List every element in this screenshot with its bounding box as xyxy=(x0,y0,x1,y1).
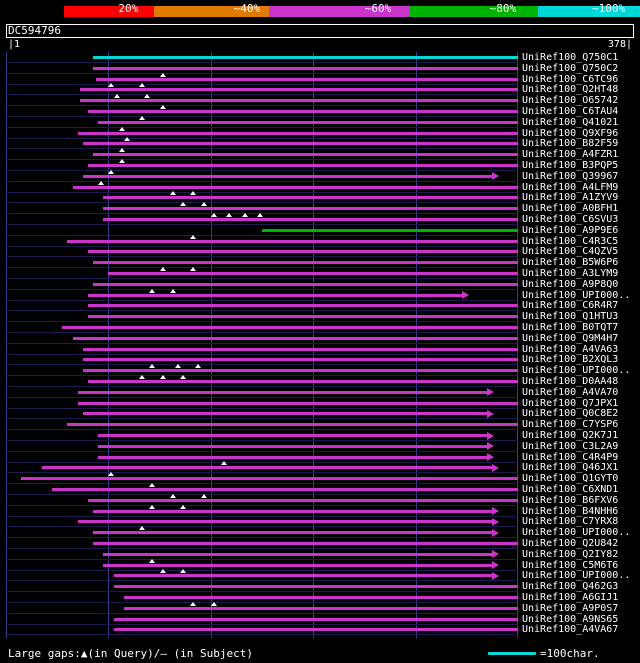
hit-label[interactable]: UniRef100_A4VA63 xyxy=(522,343,619,355)
legend-segment xyxy=(64,6,154,17)
hit-label[interactable]: UniRef100_UPI000.. xyxy=(522,289,631,301)
row-separator xyxy=(6,192,518,193)
hit-label[interactable]: UniRef100_Q2K7J1 xyxy=(522,430,619,441)
query-gap-triangle-icon xyxy=(175,364,181,368)
row-separator xyxy=(6,505,518,506)
hit-bar[interactable] xyxy=(83,412,487,415)
hit-label[interactable]: UniRef100_A9NS65 xyxy=(522,613,619,625)
hit-label[interactable]: UniRef100_Q41021 xyxy=(522,116,619,128)
hit-labels xyxy=(522,52,640,638)
grid-line xyxy=(517,52,518,638)
query-gap-triangle-icon xyxy=(190,235,196,239)
hit-label[interactable]: UniRef100_Q462G3 xyxy=(522,581,619,593)
hit-bar[interactable] xyxy=(93,542,518,545)
hit-label[interactable]: UniRef100_Q39967 xyxy=(522,170,619,182)
hit-bar[interactable] xyxy=(114,628,518,631)
hit-label[interactable]: UniRef100_C7YSP6 xyxy=(522,419,619,431)
hit-arrow-icon xyxy=(462,291,469,299)
hit-arrow-icon xyxy=(492,464,499,472)
hit-bar[interactable] xyxy=(103,564,492,567)
row-separator xyxy=(6,613,518,614)
hit-bar[interactable] xyxy=(108,272,518,275)
ruler-end-label: 378| xyxy=(607,39,632,50)
hit-bar[interactable] xyxy=(52,488,518,491)
query-gap-triangle-icon xyxy=(160,73,166,77)
row-separator xyxy=(6,224,518,225)
hit-bar[interactable] xyxy=(98,456,487,459)
row-separator xyxy=(6,418,518,419)
hit-bar[interactable] xyxy=(88,250,518,253)
row-separator xyxy=(6,310,518,311)
hit-bar[interactable] xyxy=(67,423,518,426)
query-gap-triangle-icon xyxy=(160,375,166,379)
query-gap-triangle-icon xyxy=(257,213,263,217)
hit-label[interactable]: UniRef100_A4VA67 xyxy=(522,624,619,636)
hit-bar[interactable] xyxy=(83,142,518,145)
hit-label[interactable]: UniRef100_A4VA70 xyxy=(522,386,619,398)
hit-bar[interactable] xyxy=(93,153,518,156)
hit-label[interactable]: UniRef100_B5W6P6 xyxy=(522,257,619,269)
row-separator xyxy=(6,483,518,484)
hit-bar[interactable] xyxy=(114,585,518,588)
hit-label[interactable]: UniRef100_A9P0S7 xyxy=(522,602,619,614)
hit-label[interactable]: UniRef100_B6FXV6 xyxy=(522,494,619,506)
query-gap-triangle-icon xyxy=(170,494,176,498)
hit-label[interactable]: UniRef100_Q1GYT0 xyxy=(522,473,619,485)
row-separator xyxy=(6,559,518,560)
row-separator xyxy=(6,181,518,182)
query-gap-triangle-icon xyxy=(108,83,114,87)
row-separator xyxy=(6,408,518,409)
row-separator xyxy=(6,84,518,85)
hit-label[interactable]: UniRef100_A1ZYV9 xyxy=(522,192,619,204)
hits-plot xyxy=(6,52,518,638)
hit-bar[interactable] xyxy=(124,607,518,610)
query-gap-triangle-icon xyxy=(180,202,186,206)
row-separator xyxy=(6,516,518,517)
scale-ruler-bar xyxy=(488,652,536,655)
hit-bar[interactable] xyxy=(93,67,518,70)
hit-label[interactable]: UniRef100_UPI000.. xyxy=(522,365,631,377)
row-separator xyxy=(6,364,518,365)
row-separator xyxy=(6,148,518,149)
row-separator xyxy=(6,494,518,495)
hit-bar[interactable] xyxy=(93,261,518,264)
hit-bar[interactable] xyxy=(103,553,492,556)
hit-bar[interactable] xyxy=(262,229,518,232)
hit-bar[interactable] xyxy=(98,434,487,437)
row-separator xyxy=(6,580,518,581)
query-gap-triangle-icon xyxy=(221,461,227,465)
query-gap-triangle-icon xyxy=(211,213,217,217)
query-gap-triangle-icon xyxy=(139,526,145,530)
row-separator xyxy=(6,440,518,441)
hit-bar[interactable] xyxy=(78,520,493,523)
hit-bar[interactable] xyxy=(78,402,518,405)
row-separator xyxy=(6,278,518,279)
query-gap-triangle-icon xyxy=(149,505,155,509)
hit-bar[interactable] xyxy=(88,315,518,318)
hit-label[interactable]: UniRef100_Q9M4H7 xyxy=(522,332,619,344)
row-separator xyxy=(6,354,518,355)
hit-bar[interactable] xyxy=(80,88,518,91)
query-gap-triangle-icon xyxy=(190,602,196,606)
grid-line xyxy=(313,52,314,638)
hit-bar[interactable] xyxy=(103,196,518,199)
legend-label: ~40% xyxy=(233,2,261,15)
hit-bar[interactable] xyxy=(78,132,518,135)
row-separator xyxy=(6,472,518,473)
query-gap-triangle-icon xyxy=(108,472,114,476)
row-separator xyxy=(6,548,518,549)
hit-label[interactable]: UniRef100_C4QZV5 xyxy=(522,246,619,258)
query-gap-triangle-icon xyxy=(190,267,196,271)
query-ruler xyxy=(6,39,634,51)
query-gap-triangle-icon xyxy=(170,191,176,195)
row-separator xyxy=(6,235,518,236)
query-gap-triangle-icon xyxy=(160,267,166,271)
hit-label[interactable]: UniRef100_UPI000.. xyxy=(522,570,631,582)
query-gap-triangle-icon xyxy=(119,127,125,131)
hit-label[interactable]: UniRef100_C4R3C5 xyxy=(522,235,619,247)
row-separator xyxy=(6,105,518,106)
hit-bar[interactable] xyxy=(98,121,518,124)
ruler-start-label: |1 xyxy=(8,39,21,50)
query-gap-triangle-icon xyxy=(180,569,186,573)
hit-bar[interactable] xyxy=(83,358,518,361)
query-gap-triangle-icon xyxy=(149,483,155,487)
hit-bar[interactable] xyxy=(96,78,518,81)
hit-bar[interactable] xyxy=(103,207,518,210)
query-gap-triangle-icon xyxy=(160,569,166,573)
hit-label[interactable]: UniRef100_C6R4R7 xyxy=(522,300,619,312)
hit-arrow-icon xyxy=(492,550,499,558)
row-separator xyxy=(6,73,518,74)
query-gap-triangle-icon xyxy=(139,116,145,120)
row-separator xyxy=(6,127,518,128)
row-separator xyxy=(6,202,518,203)
hit-bar[interactable] xyxy=(80,99,518,102)
hit-label[interactable]: UniRef100_C7YRX8 xyxy=(522,516,619,528)
hit-label[interactable]: UniRef100_C3L2A9 xyxy=(522,440,619,452)
row-separator xyxy=(6,116,518,117)
hit-label[interactable]: UniRef100_D0AA48 xyxy=(522,376,619,387)
row-separator xyxy=(6,386,518,387)
hit-arrow-icon xyxy=(492,529,499,537)
hit-label[interactable]: UniRef100_C6XND1 xyxy=(522,484,619,495)
hit-label[interactable]: UniRef100_A4LFM9 xyxy=(522,181,619,193)
hit-label[interactable]: UniRef100_Q0C8E2 xyxy=(522,408,619,420)
legend-label: ~60% xyxy=(364,2,392,15)
row-separator xyxy=(6,159,518,160)
row-separator xyxy=(6,246,518,247)
hit-label[interactable]: UniRef100_Q750C2 xyxy=(522,62,619,74)
hit-bar[interactable] xyxy=(114,574,493,577)
row-separator xyxy=(6,138,518,139)
row-separator xyxy=(6,375,518,376)
query-gap-triangle-icon xyxy=(139,83,145,87)
query-gap-triangle-icon xyxy=(119,159,125,163)
hit-arrow-icon xyxy=(487,388,494,396)
query-gap-triangle-icon xyxy=(201,494,207,498)
row-separator xyxy=(6,537,518,538)
query-gap-triangle-icon xyxy=(149,364,155,368)
query-gap-triangle-icon xyxy=(160,105,166,109)
row-separator xyxy=(6,602,518,603)
legend-label: ~100% xyxy=(592,2,626,15)
hit-bar[interactable] xyxy=(83,369,518,372)
hit-arrow-icon xyxy=(492,507,499,515)
query-gap-triangle-icon xyxy=(149,559,155,563)
query-gap-triangle-icon xyxy=(170,289,176,293)
query-gap-triangle-icon xyxy=(195,364,201,368)
grid-line xyxy=(6,52,7,638)
row-separator xyxy=(6,300,518,301)
hit-bar[interactable] xyxy=(93,510,492,513)
query-gap-triangle-icon xyxy=(114,94,120,98)
hit-label[interactable]: UniRef100_Q46JX1 xyxy=(522,462,619,474)
hit-bar[interactable] xyxy=(67,240,518,243)
hit-label[interactable]: UniRef100_A6GIJ1 xyxy=(522,592,619,603)
row-separator xyxy=(6,634,518,635)
identity-legend xyxy=(0,0,640,22)
hit-bar[interactable] xyxy=(73,337,518,340)
row-separator xyxy=(6,321,518,322)
hit-label[interactable]: UniRef100_B3PQP5 xyxy=(522,160,619,171)
hit-label[interactable]: UniRef100_A9P9E6 xyxy=(522,224,619,236)
hit-label[interactable]: UniRef100_A0BFH1 xyxy=(522,203,619,215)
hit-label[interactable]: UniRef100_A3LYM9 xyxy=(522,268,619,279)
grid-line xyxy=(211,52,212,638)
row-separator xyxy=(6,343,518,344)
hit-bar[interactable] xyxy=(73,186,518,189)
query-bar xyxy=(6,24,634,38)
hit-arrow-icon xyxy=(487,453,494,461)
hit-label[interactable]: UniRef100_A4FZR1 xyxy=(522,149,619,161)
row-separator xyxy=(6,256,518,257)
hit-bar[interactable] xyxy=(98,445,487,448)
query-gap-triangle-icon xyxy=(190,191,196,195)
query-gap-triangle-icon xyxy=(180,505,186,509)
hit-label[interactable]: UniRef100_Q1HTU3 xyxy=(522,311,619,323)
query-gap-triangle-icon xyxy=(139,375,145,379)
hit-label[interactable]: UniRef100_Q9XF96 xyxy=(522,127,619,139)
query-gap-triangle-icon xyxy=(226,213,232,217)
legend-segment xyxy=(410,6,538,17)
row-separator xyxy=(6,397,518,398)
legend-label: 20% xyxy=(118,2,139,15)
hit-bar[interactable] xyxy=(83,348,518,351)
hit-label[interactable]: UniRef100_B2XQL3 xyxy=(522,354,619,366)
hit-label[interactable]: UniRef100_Q2HT48 xyxy=(522,84,619,96)
hit-bar[interactable] xyxy=(78,391,488,394)
row-separator xyxy=(6,267,518,268)
query-gap-triangle-icon xyxy=(108,170,114,174)
hit-label[interactable]: UniRef100_B0TQT7 xyxy=(522,322,619,333)
query-gap-triangle-icon xyxy=(201,202,207,206)
query-gap-triangle-icon xyxy=(119,148,125,152)
query-gap-triangle-icon xyxy=(144,94,150,98)
hit-label[interactable]: UniRef100_A9P8Q0 xyxy=(522,278,619,290)
hit-bar[interactable] xyxy=(103,218,518,221)
hit-arrow-icon xyxy=(492,572,499,580)
row-separator xyxy=(6,170,518,171)
scale-ruler-label: =100char. xyxy=(540,647,600,660)
row-separator xyxy=(6,429,518,430)
query-gap-triangle-icon xyxy=(242,213,248,217)
hit-bar[interactable] xyxy=(42,466,493,469)
query-gap-triangle-icon xyxy=(124,137,130,141)
hit-bar[interactable] xyxy=(93,531,492,534)
grid-line xyxy=(416,52,417,638)
hit-arrow-icon xyxy=(487,432,494,440)
hit-bar[interactable] xyxy=(114,618,518,621)
hit-label[interactable]: UniRef100_Q750C1 xyxy=(522,52,619,63)
hit-bar[interactable] xyxy=(88,380,518,383)
hit-label[interactable]: UniRef100_B82F59 xyxy=(522,138,619,150)
hit-label[interactable]: UniRef100_C6SVU3 xyxy=(522,214,619,225)
row-separator xyxy=(6,94,518,95)
gap-legend-text: Large gaps:▲(in Query)/– (in Subject) xyxy=(8,647,254,660)
hit-bar[interactable] xyxy=(88,304,518,307)
row-separator xyxy=(6,570,518,571)
hit-bar[interactable] xyxy=(21,477,518,480)
query-gap-triangle-icon xyxy=(180,375,186,379)
hit-label[interactable]: UniRef100_Q7JPX1 xyxy=(522,397,619,409)
hit-arrow-icon xyxy=(492,172,499,180)
hit-bar[interactable] xyxy=(62,326,518,329)
hit-label[interactable]: UniRef100_Q2U842 xyxy=(522,538,619,549)
hit-arrow-icon xyxy=(487,442,494,450)
hit-arrow-icon xyxy=(492,561,499,569)
row-separator xyxy=(6,591,518,592)
row-separator xyxy=(6,526,518,527)
hit-bar[interactable] xyxy=(83,175,493,178)
hit-label[interactable]: UniRef100_B4NHH6 xyxy=(522,505,619,517)
hit-label[interactable]: UniRef100_C6TC96 xyxy=(522,73,619,85)
row-separator xyxy=(6,624,518,625)
hit-bar[interactable] xyxy=(93,283,518,286)
hit-label[interactable]: UniRef100_C6TAU4 xyxy=(522,106,619,117)
query-id: DC594796 xyxy=(8,24,61,37)
hit-bar[interactable] xyxy=(88,110,518,113)
hit-bar[interactable] xyxy=(93,56,518,59)
hit-bar[interactable] xyxy=(88,164,518,167)
grid-line xyxy=(108,52,109,638)
hit-bar[interactable] xyxy=(88,294,462,297)
query-gap-triangle-icon xyxy=(98,181,104,185)
legend-label: ~80% xyxy=(489,2,517,15)
hit-arrow-icon xyxy=(487,410,494,418)
row-separator xyxy=(6,451,518,452)
row-separator xyxy=(6,332,518,333)
hit-label[interactable]: UniRef100_UPI000.. xyxy=(522,527,631,539)
row-separator xyxy=(6,462,518,463)
hit-label[interactable]: UniRef100_O65742 xyxy=(522,95,619,107)
hit-label[interactable]: UniRef100_C4R4P9 xyxy=(522,451,619,463)
hit-label[interactable]: UniRef100_C5M6T6 xyxy=(522,559,619,571)
hit-bar[interactable] xyxy=(124,596,518,599)
hit-bar[interactable] xyxy=(88,499,518,502)
query-gap-triangle-icon xyxy=(211,602,217,606)
row-separator xyxy=(6,62,518,63)
query-gap-triangle-icon xyxy=(149,289,155,293)
footer xyxy=(0,643,640,663)
row-separator xyxy=(6,289,518,290)
hit-label[interactable]: UniRef100_Q2IY82 xyxy=(522,548,619,560)
hit-arrow-icon xyxy=(492,518,499,526)
